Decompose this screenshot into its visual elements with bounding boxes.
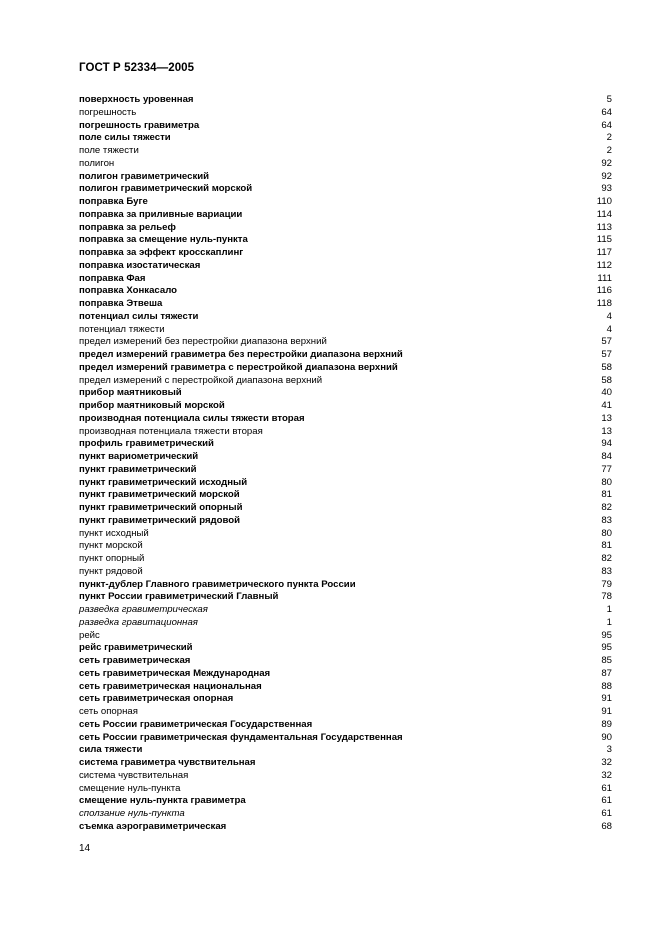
index-term: предел измерений гравиметра без перестройки диапазона верхний: [79, 349, 403, 360]
index-page-ref: 58: [601, 361, 612, 373]
index-entry: [79, 158, 612, 171]
index-entry: [79, 247, 612, 260]
index-entry: [79, 451, 612, 464]
index-term: разведка гравиметрическая: [79, 604, 208, 615]
index-term: система гравиметра чувствительная: [79, 757, 256, 768]
index-term: пункт рядовой: [79, 565, 143, 577]
index-page-ref: 80: [601, 476, 612, 488]
index-page-ref: 1: [606, 604, 612, 615]
index-page-ref: 2: [606, 145, 612, 156]
index-page-ref: 92: [601, 170, 612, 182]
index-term: пункт гравиметрический: [79, 463, 197, 475]
index-term: прибор маятниковый морской: [79, 400, 225, 411]
index-entry: [79, 336, 612, 349]
index-entry: [79, 285, 612, 298]
index-term: смещение нуль-пункта: [79, 782, 181, 794]
index-page-ref: 88: [601, 680, 612, 692]
index-entry: [79, 515, 612, 528]
index-term: предел измерений гравиметра с перестройкой диапазона верхний: [79, 361, 398, 373]
index-entry: [79, 783, 612, 796]
index-entry: [79, 94, 612, 107]
index-page-ref: 112: [596, 259, 612, 271]
page-number: 14: [79, 843, 91, 854]
index-page-ref: 110: [596, 196, 612, 207]
index-entry: [79, 273, 612, 286]
index-entry: [79, 630, 612, 643]
index-term: полигон гравиметрический морской: [79, 183, 253, 195]
index-term: поправка Фая: [79, 272, 146, 284]
page-footer: [79, 843, 90, 854]
index-term: съемка аэрогравиметрическая: [79, 820, 227, 832]
index-term: сеть гравиметрическая национальная: [79, 680, 262, 692]
index-entry: [79, 400, 612, 413]
index-term: прибор маятниковый: [79, 387, 182, 399]
index-page-ref: 57: [601, 336, 612, 348]
index-page-ref: 87: [601, 667, 612, 679]
index-page-ref: 94: [601, 438, 612, 450]
index-entry: [79, 604, 612, 617]
index-term: сползание нуль-пункта: [79, 808, 185, 819]
index-entry: [79, 260, 612, 273]
index-entry: [79, 438, 612, 451]
index-page-ref: 64: [601, 119, 612, 131]
index-term: поправка за эффект кросскаплинг: [79, 247, 244, 258]
index-page-ref: 114: [596, 208, 612, 220]
index-term: предел измерений без перестройки диапазона верхний: [79, 336, 327, 348]
index-page-ref: 61: [601, 795, 612, 807]
index-term: поправка Этвеша: [79, 298, 163, 309]
index-term: предел измерений с перестройкой диапазона верхний: [79, 374, 323, 386]
index-term: сеть России гравиметрическая Государственная: [79, 718, 313, 730]
index-entry: [79, 464, 612, 477]
index-term: пункт гравиметрический исходный: [79, 476, 248, 488]
index-entry: [79, 693, 612, 706]
index-term: потенциал тяжести: [79, 323, 165, 335]
index-page-ref: 89: [601, 718, 612, 730]
index-term: сеть гравиметрическая Международная: [79, 667, 271, 679]
index-entry: [79, 413, 612, 426]
index-page-ref: 61: [601, 782, 612, 794]
index-entry: [79, 553, 612, 566]
index-term: производная потенциала силы тяжести вторая: [79, 412, 305, 424]
index-page-ref: 13: [601, 412, 612, 424]
index-page-ref: 113: [596, 221, 612, 233]
index-term: производная потенциала тяжести вторая: [79, 425, 263, 437]
index-page-ref: 79: [601, 578, 612, 590]
index-term: рейс: [79, 629, 100, 641]
index-entry: [79, 426, 612, 439]
index-entry: [79, 668, 612, 681]
index-page-ref: 77: [601, 463, 612, 475]
document-header: [79, 62, 194, 74]
index-entry: [79, 489, 612, 502]
index-page-ref: 4: [606, 323, 612, 335]
index-page-ref: 118: [596, 298, 612, 309]
index-entry: [79, 387, 612, 400]
index-page-ref: 91: [601, 693, 612, 705]
index-term: профиль гравиметрический: [79, 438, 214, 450]
index-entry: [79, 719, 612, 732]
index-page-ref: 5: [606, 94, 612, 105]
index-entry: [79, 145, 612, 158]
index-term: сеть гравиметрическая: [79, 655, 191, 666]
index-term: пункт России гравиметрический Главный: [79, 591, 279, 603]
index-page-ref: 57: [601, 349, 612, 360]
index-page-ref: 32: [601, 757, 612, 768]
index-page-ref: 64: [601, 106, 612, 118]
term-index: [79, 94, 612, 834]
index-entry: [79, 744, 612, 757]
index-page-ref: 93: [601, 183, 612, 195]
index-term: сеть гравиметрическая опорная: [79, 693, 234, 705]
index-page-ref: 115: [596, 234, 612, 246]
index-entry: [79, 655, 612, 668]
index-term: поправка изостатическая: [79, 259, 201, 271]
index-entry: [79, 132, 612, 145]
index-page-ref: 116: [596, 285, 612, 297]
index-term: пункт исходный: [79, 527, 149, 539]
index-page-ref: 78: [601, 591, 612, 603]
index-term: пункт-дублер Главного гравиметрического пункта России: [79, 578, 356, 590]
index-term: смещение нуль-пункта гравиметра: [79, 795, 246, 807]
index-entry: [79, 477, 612, 490]
index-term: сила тяжести: [79, 744, 143, 756]
index-entry: [79, 171, 612, 184]
index-term: поле силы тяжести: [79, 132, 171, 144]
index-page-ref: 83: [601, 565, 612, 577]
index-entry: [79, 566, 612, 579]
index-term: сеть опорная: [79, 706, 138, 717]
index-entry: [79, 362, 612, 375]
index-term: потенциал силы тяжести: [79, 310, 199, 322]
index-page-ref: 2: [606, 132, 612, 144]
index-page-ref: 40: [601, 387, 612, 399]
index-page-ref: 81: [601, 540, 612, 552]
index-entry: [79, 808, 612, 821]
index-page-ref: 117: [596, 247, 612, 258]
index-term: пункт опорный: [79, 553, 145, 564]
index-term: система чувствительная: [79, 769, 189, 781]
index-page-ref: 90: [601, 731, 612, 743]
index-entry: [79, 579, 612, 592]
index-page-ref: 85: [601, 655, 612, 666]
index-page-ref: 58: [601, 374, 612, 386]
index-entry: [79, 209, 612, 222]
index-page-ref: 41: [601, 400, 612, 411]
index-term: пункт гравиметрический морской: [79, 489, 240, 501]
index-term: поправка за рельеф: [79, 221, 176, 233]
index-page-ref: 3: [606, 744, 612, 756]
index-entry: [79, 528, 612, 541]
index-entry: [79, 732, 612, 745]
index-page-ref: 95: [601, 642, 612, 654]
index-term: разведка гравитационная: [79, 616, 198, 628]
index-page-ref: 95: [601, 629, 612, 641]
index-entry: [79, 196, 612, 209]
index-entry: [79, 234, 612, 247]
index-term: пункт гравиметрический опорный: [79, 502, 243, 513]
index-entry: [79, 795, 612, 808]
index-page-ref: 81: [601, 489, 612, 501]
index-entry: [79, 617, 612, 630]
index-term: полигон: [79, 157, 115, 169]
index-entry: [79, 591, 612, 604]
index-entry: [79, 349, 612, 362]
index-entry: [79, 120, 612, 133]
index-entry: [79, 311, 612, 324]
index-page-ref: 1: [606, 616, 612, 628]
index-page-ref: 111: [597, 272, 612, 284]
index-page-ref: 91: [601, 706, 612, 717]
index-page-ref: 32: [601, 769, 612, 781]
index-entry: [79, 821, 612, 834]
index-term: поправка Буге: [79, 196, 148, 207]
index-entry: [79, 298, 612, 311]
index-page-ref: 13: [601, 425, 612, 437]
index-entry: [79, 502, 612, 515]
index-term: рейс гравиметрический: [79, 642, 193, 654]
index-entry: [79, 770, 612, 783]
index-page-ref: 68: [601, 820, 612, 832]
index-page-ref: 82: [601, 553, 612, 564]
index-page-ref: 80: [601, 527, 612, 539]
index-entry: [79, 107, 612, 120]
index-term: поле тяжести: [79, 145, 139, 156]
index-term: полигон гравиметрический: [79, 170, 210, 182]
index-entry: [79, 706, 612, 719]
index-page-ref: 4: [606, 310, 612, 322]
index-term: погрешность: [79, 106, 137, 118]
index-entry: [79, 222, 612, 235]
index-entry: [79, 681, 612, 694]
index-term: поправка за приливные вариации: [79, 208, 243, 220]
index-term: пункт гравиметрический рядовой: [79, 514, 241, 526]
index-page-ref: 84: [601, 451, 612, 462]
index-entry: [79, 183, 612, 196]
index-term: сеть России гравиметрическая фундаментальная Государственная: [79, 731, 403, 743]
index-page-ref: 61: [601, 808, 612, 819]
index-entry: [79, 540, 612, 553]
standard-title: ГОСТ Р 52334—2005: [79, 62, 195, 74]
index-page-ref: 82: [601, 502, 612, 513]
index-entry: [79, 375, 612, 388]
index-entry: [79, 642, 612, 655]
index-term: поправка Хонкасало: [79, 285, 178, 297]
index-term: поверхность уровенная: [79, 94, 194, 105]
index-term: погрешность гравиметра: [79, 119, 200, 131]
index-entry: [79, 324, 612, 337]
index-page-ref: 92: [601, 157, 612, 169]
index-entry: [79, 757, 612, 770]
index-term: поправка за смещение нуль-пункта: [79, 234, 248, 246]
index-term: пункт вариометрический: [79, 451, 199, 462]
index-page-ref: 83: [601, 514, 612, 526]
index-term: пункт морской: [79, 540, 143, 552]
